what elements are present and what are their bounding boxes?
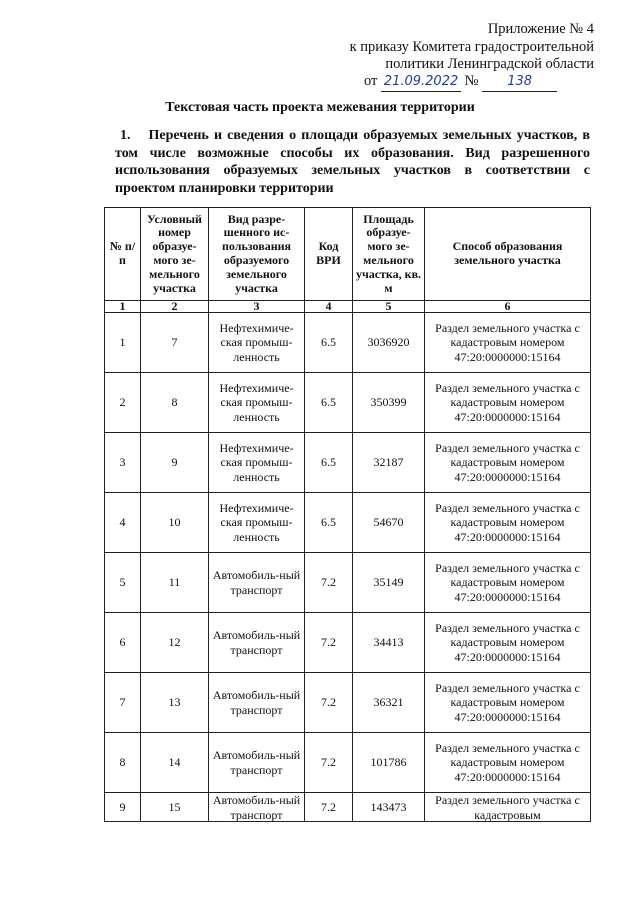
table-row — [105, 493, 591, 553]
formation-method: Раздел земельного участка с кадастровым номером 47:20:0000000:15164 — [425, 733, 591, 793]
header-cell: Способ образования земельного участка — [425, 208, 591, 301]
land-use-code: 7.2 — [305, 733, 353, 793]
table-row — [105, 313, 591, 373]
column-number-row — [105, 301, 591, 313]
number-label: № — [464, 73, 479, 89]
row-index: 7 — [105, 673, 141, 733]
table-row — [105, 673, 591, 733]
plot-number: 12 — [141, 613, 209, 673]
formation-method: Раздел земельного участка с кадастровым номером 47:20:0000000:15164 — [425, 433, 591, 493]
row-index: 1 — [105, 313, 141, 373]
row-index: 3 — [105, 433, 141, 493]
plot-number: 13 — [141, 673, 209, 733]
land-use-type: Нефтехимиче-ская промыш-ленность — [209, 313, 305, 373]
from-label: от — [364, 73, 378, 89]
plot-area: 3036920 — [353, 313, 425, 373]
plot-number: 10 — [141, 493, 209, 553]
plot-number: 11 — [141, 553, 209, 613]
column-number: 6 — [425, 301, 591, 313]
land-use-type: Автомобиль-ный транспорт — [209, 733, 305, 793]
plot-number: 14 — [141, 733, 209, 793]
land-use-type: Нефтехимиче-ская промыш-ленность — [209, 373, 305, 433]
plot-area: 34413 — [353, 613, 425, 673]
row-index: 6 — [105, 613, 141, 673]
plot-area: 36321 — [353, 673, 425, 733]
plot-area: 35149 — [353, 553, 425, 613]
land-plots-table — [104, 207, 591, 822]
header-cell: Условный номер образуе-мого зе-мельного участка — [141, 208, 209, 301]
land-use-type: Автомобиль-ный транспорт — [209, 673, 305, 733]
table-row — [105, 613, 591, 673]
table-header-row — [105, 208, 591, 301]
header-cell: Код ВРИ — [305, 208, 353, 301]
section-paragraph — [115, 127, 590, 197]
land-use-code: 6.5 — [305, 493, 353, 553]
row-index: 2 — [105, 373, 141, 433]
plot-number: 9 — [141, 433, 209, 493]
appendix-number: Приложение № 4 — [487, 21, 594, 37]
table-row — [105, 373, 591, 433]
land-use-type: Автомобиль-ный транспорт — [209, 553, 305, 613]
land-use-type: Нефтехимиче-ская промыш-ленность — [209, 493, 305, 553]
column-number: 1 — [105, 301, 141, 313]
header-cell: Вид разре-шенного ис-пользования образуемого земельного участка — [209, 208, 305, 301]
land-use-code: 6.5 — [305, 373, 353, 433]
row-index: 8 — [105, 733, 141, 793]
land-use-code: 7.2 — [305, 613, 353, 673]
header-cell: № п/п — [105, 208, 141, 301]
table-row — [105, 733, 591, 793]
table-row — [105, 433, 591, 493]
row-index: 4 — [105, 493, 141, 553]
plot-number: 7 — [141, 313, 209, 373]
header-cell: Площадь образуе-мого зе-мельного участка, кв. м — [353, 208, 425, 301]
formation-method-text: Раздел земельного участка с кадастровым — [435, 793, 580, 821]
formation-method: Раздел земельного участка с кадастровым номером 47:20:0000000:15164 — [425, 673, 591, 733]
land-use-type: Автомобиль-ный транспорт — [209, 613, 305, 673]
formation-method: Раздел земельного участка с кадастровым номером 47:20:0000000:15164 — [425, 313, 591, 373]
land-use-code: 6.5 — [305, 433, 353, 493]
formation-method: Раздел земельного участка с кадастровым номером 47:20:0000000:15164 — [425, 493, 591, 553]
section-number: 1. — [120, 128, 131, 143]
plot-number: 15 — [141, 793, 209, 822]
land-use-code: 7.2 — [305, 553, 353, 613]
order-number: 138 — [482, 73, 557, 92]
plot-area: 54670 — [353, 493, 425, 553]
plot-area: 32187 — [353, 433, 425, 493]
order-date: 21.09.2022 — [381, 73, 461, 92]
section-text: Перечень и сведения о площади образуемых земельных участков, в том числе возможные способы их образования. Вид разрешенного использования образуемых земельных участков в соответствии с проектом планировки территории — [115, 128, 590, 196]
land-use-code: 6.5 — [305, 313, 353, 373]
plot-area: 350399 — [353, 373, 425, 433]
table-row — [105, 793, 591, 822]
order-date-line — [364, 72, 594, 92]
order-reference: к приказу Комитета градостроительной — [349, 39, 594, 55]
row-index: 5 — [105, 553, 141, 613]
column-number: 5 — [353, 301, 425, 313]
formation-method: Раздел земельного участка с кадастровым номером 47:20:0000000:15164 — [425, 373, 591, 433]
column-number: 3 — [209, 301, 305, 313]
plot-area: 143473 — [353, 793, 425, 822]
committee-name: политики Ленинградской области — [385, 56, 594, 72]
plot-number: 8 — [141, 373, 209, 433]
column-number: 2 — [141, 301, 209, 313]
land-use-type: Нефтехимиче-ская промыш-ленность — [209, 433, 305, 493]
land-use-type — [209, 793, 305, 822]
formation-method: Раздел земельного участка с кадастровым номером 47:20:0000000:15164 — [425, 553, 591, 613]
document-title: Текстовая часть проекта межевания территории — [165, 100, 475, 115]
formation-method: Раздел земельного участка с кадастровым номером 47:20:0000000:15164 — [425, 613, 591, 673]
land-use-code: 7.2 — [305, 673, 353, 733]
land-use-type-text: Автомобиль-ный транспорт — [212, 793, 301, 821]
row-index: 9 — [105, 793, 141, 822]
plot-area: 101786 — [353, 733, 425, 793]
formation-method — [425, 793, 591, 822]
table-row — [105, 553, 591, 613]
land-use-code: 7.2 — [305, 793, 353, 822]
column-number: 4 — [305, 301, 353, 313]
